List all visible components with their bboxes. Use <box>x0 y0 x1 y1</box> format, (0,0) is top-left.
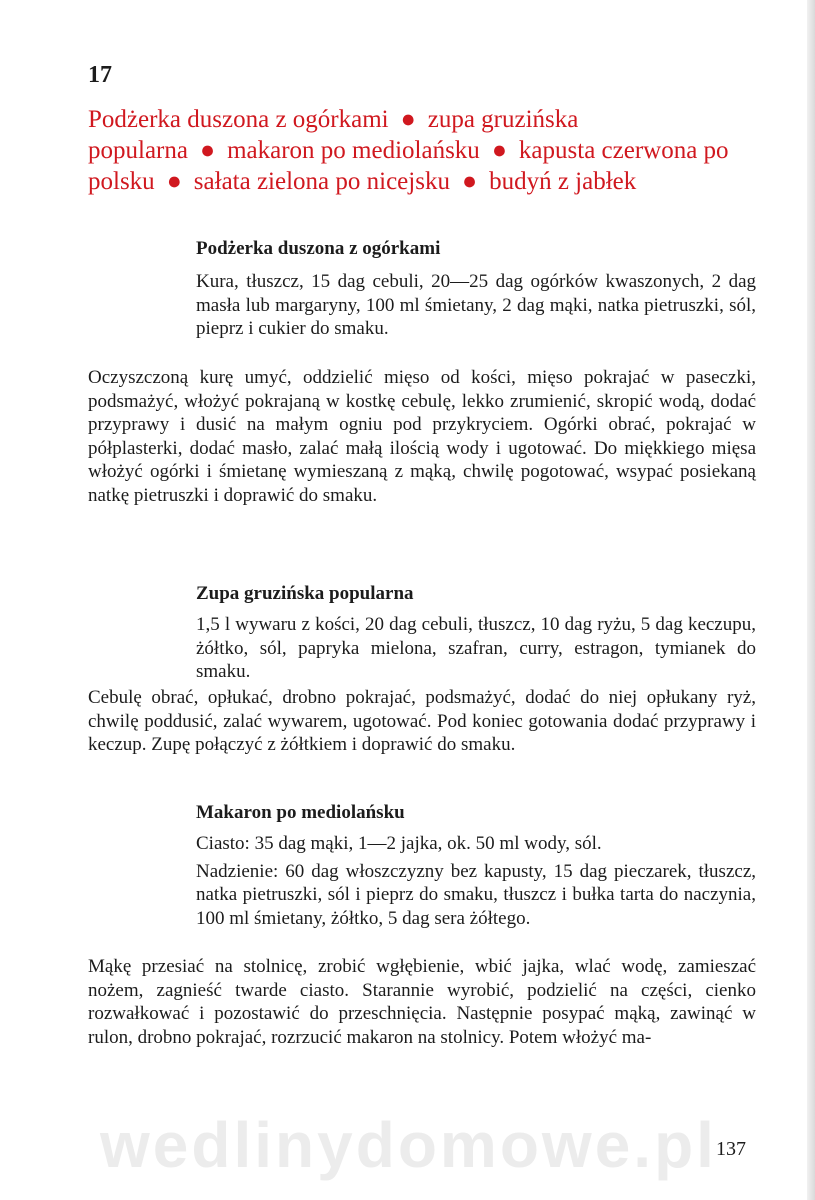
menu-separator-dot: ● <box>400 106 416 133</box>
recipe-ingredients <box>196 270 756 345</box>
ingredients-paragraph: Nadzienie: 60 dag włoszczyzny bez kapusty, 15 dag pieczarek, tłuszcz, natka pietruszki, sól i pieprz do smaku, tłuszcz i bułka tarta do naczynia, 100 ml śmietany, żółtko, 5 dag sera żółtego. <box>196 860 756 929</box>
ingredients-paragraph: 1,5 l wywaru z kości, 20 dag cebuli, tłuszcz, 10 dag ryżu, 5 dag keczupu, żółtko, sól, papryka mielona, szafran, curry, estragon, tymianek do smaku. <box>196 614 756 682</box>
menu-separator-dot: ● <box>199 137 216 164</box>
recipe-instructions: Mąkę przesiać na stolnicę, zrobić wgłębienie, wbić jajka, wlać wodę, zamieszać nożem, zagnieść twarde ciasto. Starannie wyrobić, podzielić na części, cienko rozwałkować i pozostawić do przeschnięcia. Następnie posypać mąką, zawinąć w rulon, drobno pokrajać, rozrzucić makaron na stolnicy. Potem włożyć ma- <box>88 956 756 1048</box>
menu-item: kapusta czerwona po polsku <box>88 137 729 195</box>
recipe-instructions: Cebulę obrać, opłukać, drobno pokrajać, podsmażyć, dodać do niej opłukany ryż, chwilę poddusić, zalać wywarem, ugotować. Pod koniec gotowania dodać przyprawy i keczup. Zupę połączyć z żółtkiem i doprawić do smaku. <box>88 687 756 755</box>
menu-item: makaron po mediolańsku <box>227 137 480 164</box>
menu-number: 17 <box>88 62 112 88</box>
menu-separator-dot: ● <box>461 168 478 195</box>
menu-title <box>88 104 758 197</box>
ingredients-paragraph: Ciasto: 35 dag mąki, 1—2 jajka, ok. 50 ml wody, sól. <box>196 833 602 854</box>
recipe-title: Zupa gruzińska popularna <box>196 583 414 604</box>
page-spine-shadow <box>807 0 815 1200</box>
menu-item: Podżerka duszona z ogórkami <box>88 106 389 133</box>
menu-separator-dot: ● <box>491 137 507 164</box>
menu-item: zupa gruzińska popularna <box>88 106 579 164</box>
recipe-title: Makaron po mediolańsku <box>196 802 405 823</box>
recipe-instructions: Oczyszczoną kurę umyć, oddzielić mięso od kości, mięso pokrajać w paseczki, podsmażyć, włożyć pokrajaną w kostkę cebulę, lekko zrumienić, skropić wodą, dodać przyprawy i dusić na małym ogniu pod przykryciem. Ogórki obrać, pokrajać w półplasterki, dodać masło, zalać małą ilością wody i ugotować. Do miękkiego mięsa włożyć ogórki i śmietanę wymieszaną z mąką, chwilę pogotować, wsypać posiekaną natkę pietruszki i doprawić do smaku. <box>88 367 756 506</box>
menu-item: sałata zielona po nicejsku <box>193 168 450 195</box>
menu-item: budyń z jabłek <box>489 168 637 195</box>
watermark: wedlinydomowe.pl <box>100 1109 717 1181</box>
recipe-ingredients <box>196 832 756 934</box>
ingredients-paragraph: Kura, tłuszcz, 15 dag cebuli, 20—25 dag ogórków kwaszonych, 2 dag masła lub margaryny, 100 ml śmietany, 2 dag mąki, natka pietruszki, sól, pieprz i cukier do smaku. <box>196 271 756 339</box>
recipe-title: Podżerka duszona z ogórkami <box>196 238 441 259</box>
menu-separator-dot: ● <box>166 168 182 195</box>
recipe-ingredients <box>196 613 756 688</box>
page-number: 137 <box>716 1138 746 1160</box>
